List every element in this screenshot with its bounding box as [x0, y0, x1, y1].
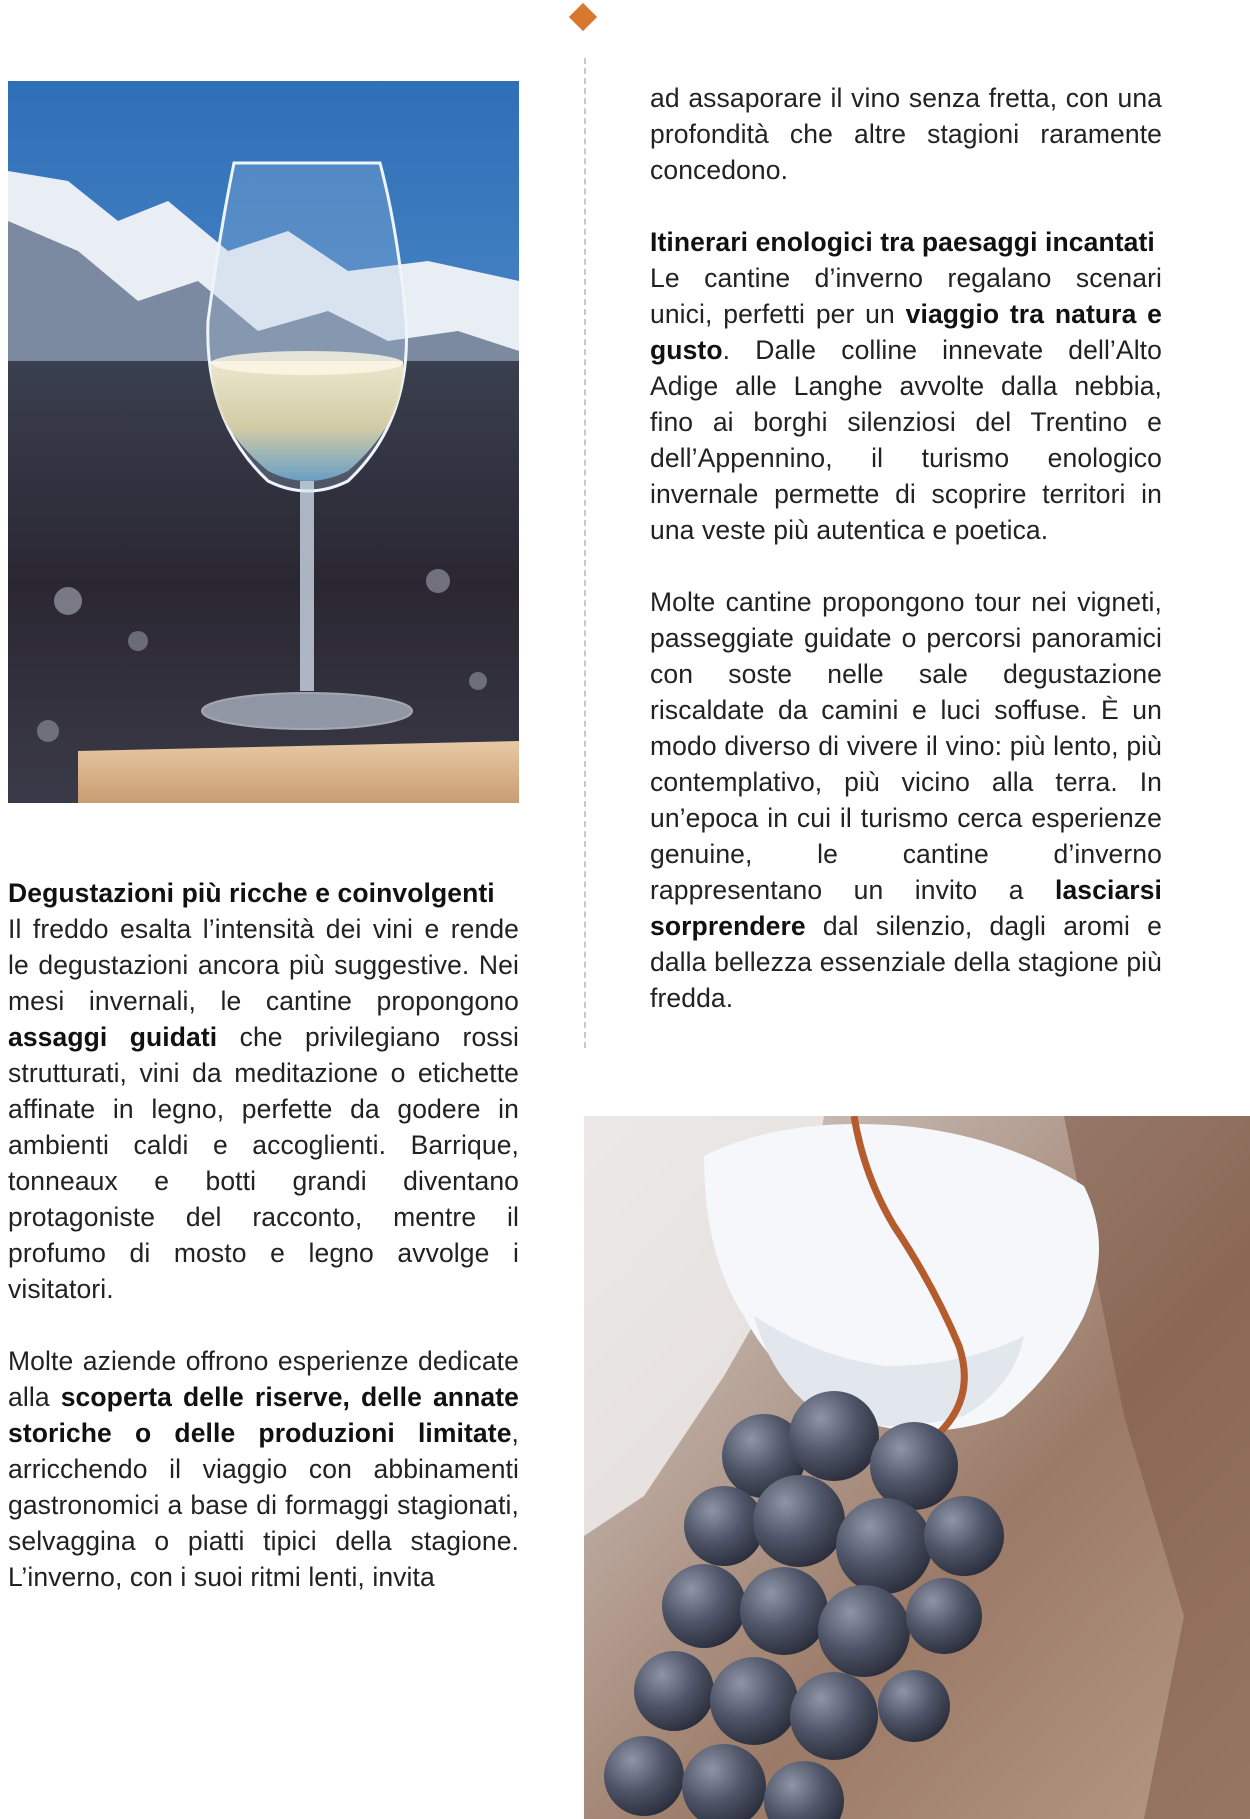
wine-glass-photo	[8, 81, 519, 803]
right-column-text	[650, 80, 1162, 1016]
column-divider	[584, 58, 586, 1048]
left-column-text	[8, 875, 519, 1595]
left-paragraph-1: Degustazioni più ricche e coinvolgenti Il freddo esalta l’intensità dei vini e rende le degustazioni ancora più suggestive. Nei mesi invernali, le cantine propongono assaggi guidati che privilegiano rossi strutturati, vini da meditazione o etichette affinate in legno, perfette da godere in ambienti caldi e accoglienti. Barrique, tonneaux e botti grandi diventano protagoniste del racconto, mentre il profumo di mosto e legno avvolge i visitatori.	[8, 875, 519, 1307]
highlight-scoperta-riserve: scoperta delle riserve, delle annate storiche o delle produzioni limitate	[8, 1382, 519, 1448]
frozen-grapes-photo	[584, 1116, 1250, 1819]
left-section-heading: Degustazioni più ricche e coinvolgenti	[8, 878, 495, 908]
highlight-assaggi-guidati: assaggi guidati	[8, 1022, 218, 1052]
left-paragraph-2: Molte aziende offrono esperienze dedicate alla scoperta delle riserve, delle annate storiche o delle produzioni limitate, arricchendo il viaggio con abbinamenti gastronomici a base di formaggi stagionati, selvaggina o piatti tipici della stagione. L’inverno, con i suoi ritmi lenti, invita	[8, 1346, 519, 1592]
right-paragraph-2: Molte cantine propongono tour nei vigneti, passeggiate guidate o percorsi panoramici con soste nelle sale degustazione riscaldate da camini e luci soffuse. È un modo diverso di vivere il vino: più lento, più contemplativo, più vicino alla terra. In un’epoca in cui il turismo cerca esperienze genuine, le cantine d’inverno rappresentano un invito a lasciarsi sorprendere dal silenzio, dagli aromi e dalla bellezza essenziale della stagione più fredda.	[650, 587, 1162, 1013]
right-paragraph-1: Itinerari enologici tra paesaggi incantati Le cantine d’inverno regalano scenari unici, perfetti per un viaggio tra natura e gusto. Dalle colline innevate dell’Alto Adige alle Langhe avvolte dalla nebbia, fino ai borghi silenziosi del Trentino e dell’Appennino, il turismo enologico invernale permette di scoprire territori in una veste più autentica e poetica.	[650, 224, 1162, 548]
right-paragraph-0: ad assaporare il vino senza fretta, con una profondità che altre stagioni raramente concedono.	[650, 83, 1162, 185]
highlight-lasciarsi-sorprendere: lasciarsi sorprendere	[650, 875, 1162, 941]
diamond-ornament-icon	[569, 3, 597, 31]
right-section-heading: Itinerari enologici tra paesaggi incantati	[650, 227, 1155, 257]
highlight-viaggio-natura-gusto: viaggio tra natura e gusto	[650, 299, 1163, 365]
